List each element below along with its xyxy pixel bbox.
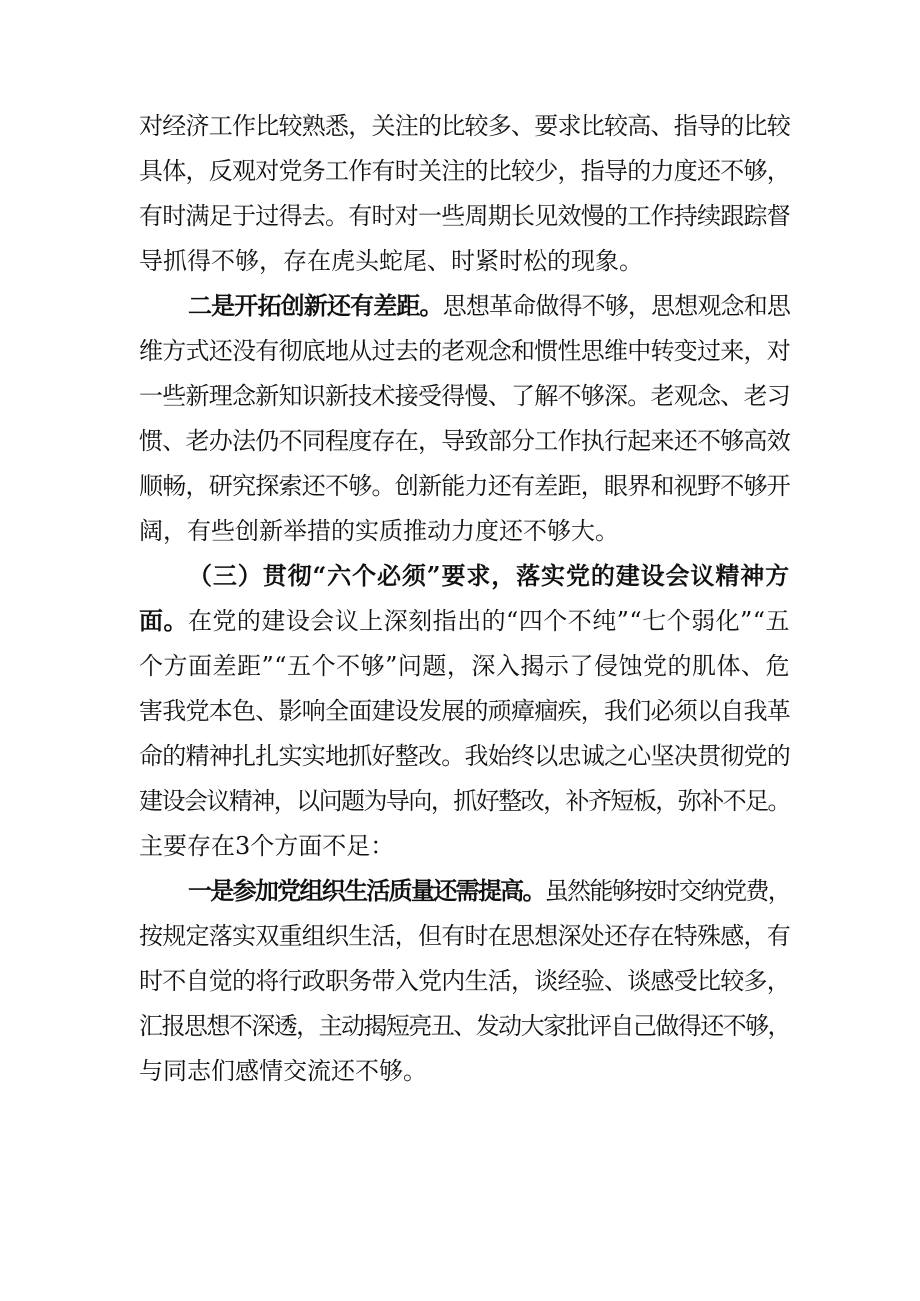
text-line (139, 689, 790, 733)
text-line (139, 419, 790, 463)
text-line (139, 914, 790, 958)
line-text: 阔，有些创新举措的实质推动力度还不够大。 (139, 517, 619, 545)
line-text: 具体，反观对党务工作有时关注的比较少，指导的力度还不够， (139, 157, 790, 185)
line-text: 思想革命做得不够，思想观念和思 (442, 292, 791, 320)
line-text: 虽然能够按时交纳党费， (544, 877, 791, 905)
section-heading: 面。 (139, 606, 188, 635)
line-text: 与同志们感情交流还不够。 (139, 1057, 427, 1085)
text-line (139, 779, 790, 823)
line-text: 按规定落实双重组织生活，但有时在思想深处还存在特殊感，有 (139, 922, 790, 950)
text-line (139, 509, 619, 553)
paragraph-heading: 二是开拓创新还有差距。 (188, 291, 443, 320)
line-text: 在党的建设会议上深刻指出的“四个不纯”“七个弱化”“五 (187, 607, 790, 635)
section-heading: （三）贯彻“六个必须”要求，落实党的建设会议精神方 (188, 561, 791, 590)
line-text: 主要存在3个方面不足： (139, 832, 395, 860)
paragraph-heading: 一是参加党组织生活质量还需提高。 (188, 876, 545, 905)
line-text: 对经济工作比较熟悉，关注的比较多、要求比较高、指导的比较 (139, 112, 790, 140)
line-text: 顺畅，研究探索还不够。创新能力还有差距，眼界和视野不够开 (139, 472, 790, 500)
text-line (139, 824, 394, 868)
line-text: 个方面差距”“五个不够”问题，深入揭示了侵蚀党的肌体、危 (139, 652, 791, 680)
text-line (139, 644, 790, 688)
line-text: 汇报思想不深透，主动揭短亮丑、发动大家批评自己做得还不够， (139, 1012, 790, 1040)
text-line (139, 734, 790, 778)
text-line (139, 194, 790, 238)
line-text: 导抓得不够，存在虎头蛇尾、时紧时松的现象。 (139, 247, 643, 275)
text-line (188, 554, 790, 598)
text-line (139, 1004, 790, 1048)
text-line (139, 239, 643, 283)
line-text: 一些新理念新知识新技术接受得慢、了解不够深。老观念、老习 (139, 382, 790, 410)
line-text: 惯、老办法仍不同程度存在，导致部分工作执行起来还不够高效 (139, 427, 790, 455)
text-line (188, 869, 790, 913)
line-text: 有时满足于过得去。有时对一些周期长见效慢的工作持续跟踪督 (139, 202, 790, 230)
text-line (139, 374, 790, 418)
text-line (139, 464, 790, 508)
line-text: 维方式还没有彻底地从过去的老观念和惯性思维中转变过来，对 (139, 337, 790, 365)
text-line (139, 104, 790, 148)
text-line (139, 599, 790, 643)
text-line (139, 1049, 427, 1093)
text-line (139, 149, 790, 193)
line-text: 害我党本色、影响全面建设发展的顽瘴痼疾，我们必须以自我革 (139, 697, 790, 725)
line-text: 命的精神扎扎实实地抓好整改。我始终以忠诚之心坚决贯彻党的 (139, 742, 790, 770)
text-line (139, 959, 790, 1003)
text-line (139, 329, 790, 373)
line-text: 时不自觉的将行政职务带入党内生活，谈经验、谈感受比较多， (139, 967, 790, 995)
line-text: 建设会议精神，以问题为导向，抓好整改，补齐短板，弥补不足。 (139, 787, 790, 815)
text-line (188, 284, 790, 328)
